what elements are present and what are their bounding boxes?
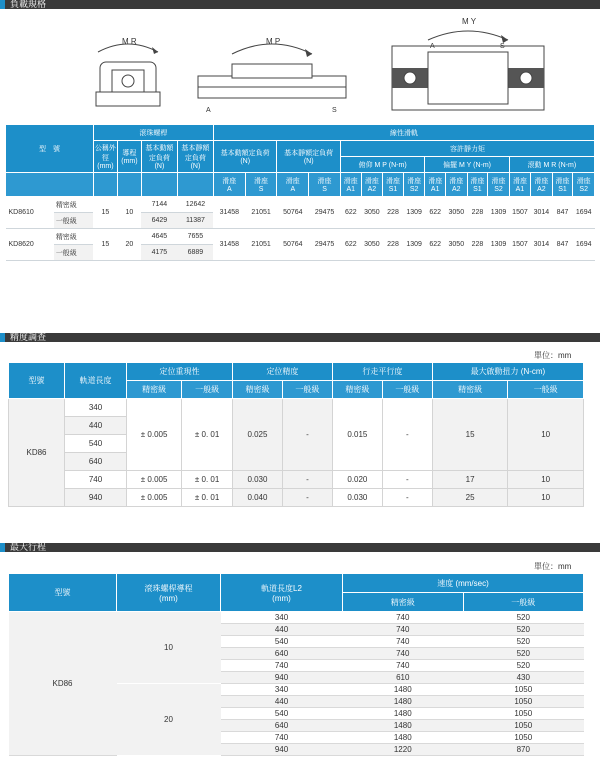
par-normal-cell: - [382, 489, 432, 507]
my-label: M Y [462, 17, 477, 26]
slider-sub-header: 滑座 A1 [509, 173, 530, 197]
guide-value-cell: 3014 [531, 229, 552, 261]
precision-col: 精密級 [127, 381, 182, 399]
section-accent [0, 333, 5, 342]
linear-guide-header: 線性滑軌 [213, 125, 594, 141]
model-cell: KD86 [9, 612, 117, 756]
guide-value-cell: 29475 [309, 197, 341, 229]
length-cell: 940 [221, 744, 343, 756]
guide-value-cell: 50764 [277, 229, 309, 261]
guide-value-cell: 31458 [213, 229, 245, 261]
slider-sub-header: 滑座 S [245, 173, 277, 197]
model-header: 型號 [9, 574, 117, 612]
speed-precision-cell: 740 [343, 648, 464, 660]
unit-label: 單位：mm [534, 351, 572, 360]
static-cell: 6889 [177, 245, 213, 261]
max-travel-table [8, 573, 584, 756]
section-title-precision: 精度調查 [10, 332, 47, 342]
acc-normal-cell: - [282, 399, 332, 471]
length-cell: 740 [221, 660, 343, 672]
speed-precision-cell: 1480 [343, 720, 464, 732]
speed-normal-cell: 520 [463, 624, 584, 636]
length-cell: 740 [221, 732, 343, 744]
allow-moment-header: 容許靜力矩 [340, 141, 594, 157]
basic-static-header: 基本靜額定負荷 (N) [177, 141, 213, 173]
static-cell: 12642 [177, 197, 213, 213]
rep-precision-cell: ± 0.005 [127, 399, 182, 471]
slider-sub-header: 滑座 A [213, 173, 245, 197]
lead-cell: 20 [117, 684, 221, 756]
mr-label: M R [122, 37, 137, 46]
my-moment-diagram [388, 10, 548, 118]
dyn-cell: 4175 [141, 245, 177, 261]
torque-header: 最大啟動扭力 (N-cm) [432, 363, 583, 381]
guide-value-cell: 1507 [509, 197, 530, 229]
guide-value-cell: 3050 [361, 197, 382, 229]
length-cell: 440 [65, 417, 127, 435]
svg-text:A: A [430, 43, 435, 50]
guide-value-cell: 31458 [213, 197, 245, 229]
length-cell: 640 [221, 648, 343, 660]
length-cell: 340 [221, 612, 343, 624]
guide-value-cell: 3050 [446, 229, 467, 261]
svg-text:S: S [332, 107, 337, 114]
dyn-cell: 6429 [141, 213, 177, 229]
normal-col: 一般級 [182, 381, 233, 399]
pitch-header: 俯仰 M P (N-m) [340, 157, 424, 173]
speed-precision-cell: 1480 [343, 684, 464, 696]
length-cell: 540 [65, 435, 127, 453]
speed-normal-cell: 870 [463, 744, 584, 756]
guide-value-cell: 622 [340, 229, 361, 261]
mp-moment-diagram [192, 14, 352, 114]
slider-sub-header: 滑座 A2 [361, 173, 382, 197]
slider-sub-header: 滑座 S2 [403, 173, 424, 197]
normal-col: 一般級 [508, 381, 584, 399]
guide-value-cell: 1309 [488, 197, 509, 229]
length-cell: 340 [221, 684, 343, 696]
length-cell: 540 [221, 708, 343, 720]
static-cell: 7655 [177, 229, 213, 245]
section-accent [0, 0, 5, 9]
dyn-cell: 4645 [141, 229, 177, 245]
speed-normal-cell: 520 [463, 648, 584, 660]
slider-sub-header: 滑座 S1 [383, 173, 404, 197]
par-normal-cell: - [382, 471, 432, 489]
acc-normal-cell: - [282, 471, 332, 489]
mr-moment-diagram [88, 14, 168, 114]
speed-normal-cell: 1050 [463, 732, 584, 744]
roll-header: 滾動 M R (N-m) [509, 157, 594, 173]
guide-value-cell: 1507 [509, 229, 530, 261]
speed-normal-cell: 1050 [463, 696, 584, 708]
accuracy-header: 定位精度 [232, 363, 332, 381]
guide-value-cell: 1309 [488, 229, 509, 261]
guide-value-cell: 847 [552, 197, 573, 229]
speed-precision-cell: 740 [343, 612, 464, 624]
guide-value-cell: 847 [552, 229, 573, 261]
slider-sub-header: 滑座 S2 [488, 173, 509, 197]
nominal-od-header: 公稱外徑 (mm) [93, 141, 117, 173]
slider-sub-header: 滑座 S1 [552, 173, 573, 197]
guide-value-cell: 3050 [446, 197, 467, 229]
grade-cell: 精密級 [54, 229, 94, 245]
speed-precision-cell: 740 [343, 624, 464, 636]
torque-precision-cell: 15 [432, 399, 508, 471]
guide-value-cell: 228 [383, 197, 404, 229]
od-cell: 15 [93, 229, 117, 261]
par-precision-cell: 0.020 [332, 471, 382, 489]
grade-cell: 一般級 [54, 213, 94, 229]
lead-cell: 10 [117, 612, 221, 684]
speed-precision-cell: 610 [343, 672, 464, 684]
guide-value-cell: 622 [425, 229, 446, 261]
par-normal-cell: - [382, 399, 432, 471]
speed-normal-cell: 520 [463, 612, 584, 624]
guide-value-cell: 21051 [245, 197, 277, 229]
slider-sub-header: 滑座 A [277, 173, 309, 197]
model-cell: KD86 [9, 399, 65, 507]
grade-cell: 一般級 [54, 245, 94, 261]
od-cell: 15 [93, 197, 117, 229]
acc-precision-cell: 0.030 [232, 471, 282, 489]
par-precision-cell: 0.030 [332, 489, 382, 507]
basic-dynamic-header: 基本動額定負荷 (N) [141, 141, 177, 173]
section-bar-precision [0, 333, 600, 342]
speed-normal-cell: 520 [463, 636, 584, 648]
slider-sub-header: 滑座 A2 [531, 173, 552, 197]
guide-value-cell: 622 [425, 197, 446, 229]
precision-col: 精密級 [232, 381, 282, 399]
dyn-cell: 7144 [141, 197, 177, 213]
parallelism-header: 行走平行度 [332, 363, 432, 381]
section-bar-max-travel [0, 543, 600, 552]
normal-col: 一般級 [382, 381, 432, 399]
guide-value-cell: 3050 [361, 229, 382, 261]
guide-value-cell: 21051 [245, 229, 277, 261]
guide-value-cell: 228 [467, 229, 488, 261]
speed-normal-cell: 1050 [463, 684, 584, 696]
length-cell: 640 [65, 453, 127, 471]
acc-precision-cell: 0.025 [232, 399, 282, 471]
model-cell: KD8620 [6, 229, 54, 261]
guide-value-cell: 1694 [573, 197, 595, 229]
precision-col: 精密級 [432, 381, 508, 399]
guide-value-cell: 29475 [309, 229, 341, 261]
speed-precision-cell: 1220 [343, 744, 464, 756]
normal-col: 一般級 [282, 381, 332, 399]
slider-sub-header: 滑座 A2 [446, 173, 467, 197]
svg-text:S: S [500, 43, 505, 50]
rep-precision-cell: ± 0.005 [127, 489, 182, 507]
model-cell: KD8610 [6, 197, 54, 229]
guide-value-cell: 228 [383, 229, 404, 261]
guide-value-cell: 622 [340, 197, 361, 229]
acc-precision-cell: 0.040 [232, 489, 282, 507]
rep-normal-cell: ± 0. 01 [182, 489, 233, 507]
torque-precision-cell: 17 [432, 471, 508, 489]
guide-dynamic-header: 基本動額定負荷 (N) [213, 141, 277, 173]
torque-normal-cell: 10 [508, 489, 584, 507]
speed-header: 速度 (mm/sec) [343, 574, 584, 593]
lead-header: 導程 (mm) [117, 141, 141, 173]
precision-col: 精密級 [332, 381, 382, 399]
par-precision-cell: 0.015 [332, 399, 382, 471]
length-cell: 640 [221, 720, 343, 732]
lead-cell: 10 [117, 197, 141, 229]
normal-col: 一般級 [463, 593, 584, 612]
length-cell: 940 [221, 672, 343, 684]
precision-table [8, 362, 584, 507]
speed-normal-cell: 1050 [463, 708, 584, 720]
speed-precision-cell: 1480 [343, 732, 464, 744]
speed-precision-cell: 740 [343, 636, 464, 648]
torque-normal-cell: 10 [508, 471, 584, 489]
slider-sub-header: 滑座 S1 [467, 173, 488, 197]
slider-sub-header: 滑座 A1 [425, 173, 446, 197]
load-spec-table [5, 124, 595, 261]
section-accent [0, 543, 5, 552]
section-title-max-travel: 最大行程 [10, 542, 47, 552]
slider-sub-header: 滑座 S2 [573, 173, 595, 197]
guide-value-cell: 1694 [573, 229, 595, 261]
slider-sub-header: 滑座 A1 [340, 173, 361, 197]
model-header: 型號 [9, 363, 65, 399]
rail-length-header: 軌道長度 [65, 363, 127, 399]
static-cell: 11387 [177, 213, 213, 229]
ball-screw-header: 滾珠螺桿 [93, 125, 213, 141]
grade-cell: 精密級 [54, 197, 94, 213]
lead-cell: 20 [117, 229, 141, 261]
length-cell: 740 [65, 471, 127, 489]
rep-normal-cell: ± 0. 01 [182, 471, 233, 489]
section-bar-load-spec [0, 0, 600, 9]
length-cell: 440 [221, 624, 343, 636]
length-header: 軌道長度L2 (mm) [221, 574, 343, 612]
length-cell: 340 [65, 399, 127, 417]
precision-col: 精密級 [343, 593, 464, 612]
speed-precision-cell: 740 [343, 660, 464, 672]
guide-value-cell: 3014 [531, 197, 552, 229]
guide-value-cell: 1309 [403, 229, 424, 261]
speed-precision-cell: 1480 [343, 696, 464, 708]
acc-normal-cell: - [282, 489, 332, 507]
yaw-header: 偏擺 M Y (N-m) [425, 157, 509, 173]
guide-value-cell: 50764 [277, 197, 309, 229]
speed-normal-cell: 1050 [463, 720, 584, 732]
section-title-load-spec: 負載規格 [10, 0, 47, 9]
length-cell: 940 [65, 489, 127, 507]
lead-header: 滾珠螺桿導程 (mm) [117, 574, 221, 612]
svg-text:A: A [206, 107, 211, 114]
rep-precision-cell: ± 0.005 [127, 471, 182, 489]
speed-normal-cell: 430 [463, 672, 584, 684]
model-header: 型 號 [6, 125, 94, 173]
mp-label: M P [266, 37, 281, 46]
slider-sub-header: 滑座 S [309, 173, 341, 197]
guide-static-header: 基本靜額定負荷 (N) [277, 141, 341, 173]
speed-precision-cell: 1480 [343, 708, 464, 720]
speed-normal-cell: 520 [463, 660, 584, 672]
guide-value-cell: 1309 [403, 197, 424, 229]
torque-normal-cell: 10 [508, 399, 584, 471]
length-cell: 440 [221, 696, 343, 708]
unit-label: 單位：mm [534, 562, 572, 571]
torque-precision-cell: 25 [432, 489, 508, 507]
rep-normal-cell: ± 0. 01 [182, 399, 233, 471]
length-cell: 540 [221, 636, 343, 648]
guide-value-cell: 228 [467, 197, 488, 229]
repeatability-header: 定位重現性 [127, 363, 233, 381]
